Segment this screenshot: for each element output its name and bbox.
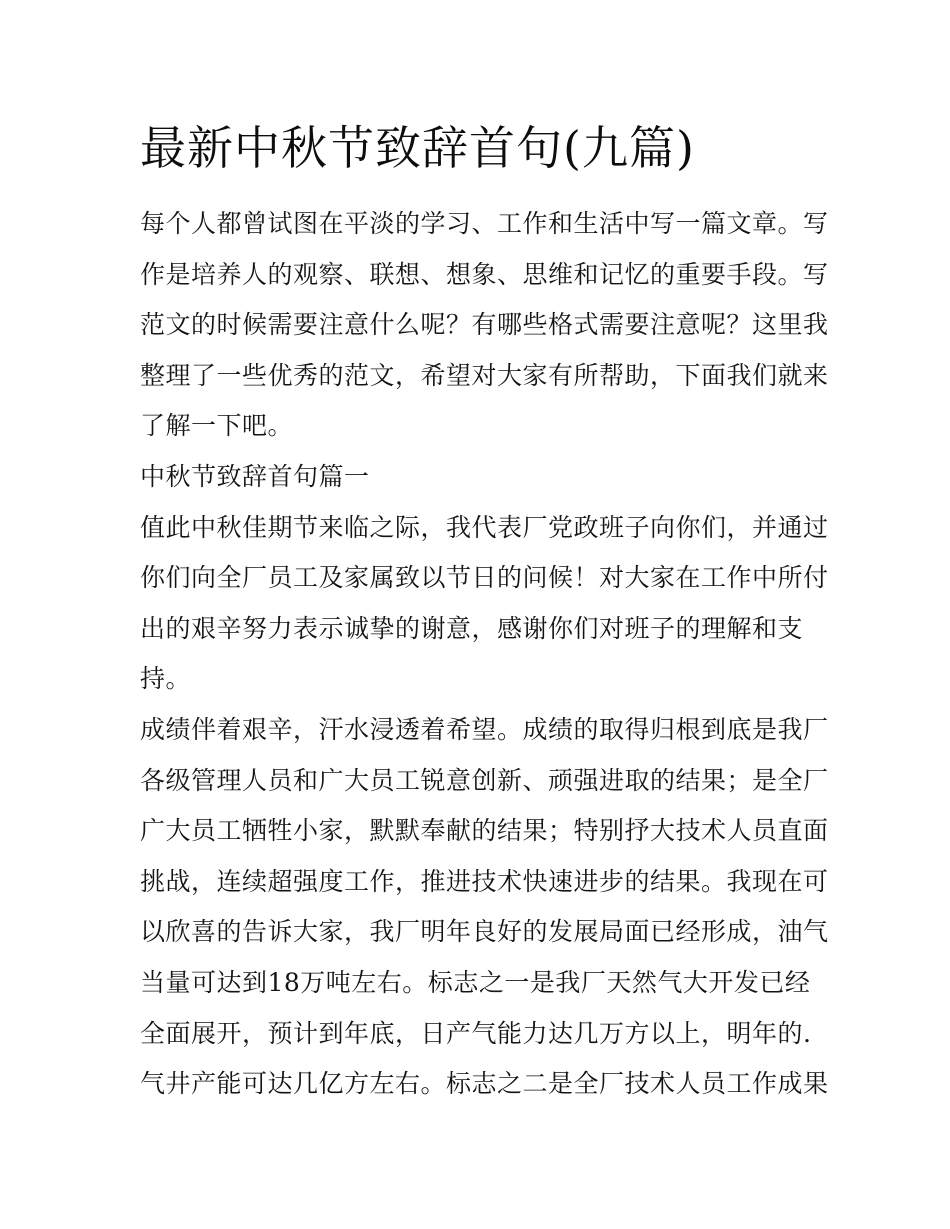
- paragraph-line: 气井产能可达几亿方左右。标志之二是全厂技术人员工作成果: [140, 1069, 829, 1099]
- paragraph-line: 当量可达到18万吨左右。标志之一是我厂天然气大开发已经: [140, 967, 811, 997]
- paragraph-line: 你们向全厂员工及家属致以节日的问候！对大家在工作中所付: [140, 563, 829, 593]
- paragraph-line: 持。: [140, 664, 192, 694]
- paragraph-line: 范文的时候需要注意什么呢？有哪些格式需要注意呢？这里我: [140, 310, 829, 340]
- document-body: [140, 199, 830, 1110]
- paragraph-line: 作是培养人的观察、联想、想象、思维和记忆的重要手段。写: [140, 259, 829, 289]
- paragraph-line: 了解一下吧。: [140, 411, 294, 441]
- paragraph-line: 各级管理人员和广大员工锐意创新、顽强进取的结果；是全厂: [140, 765, 829, 795]
- paragraph-line: 整理了一些优秀的范文，希望对大家有所帮助，下面我们就来: [140, 360, 829, 390]
- paragraph-line: 出的艰辛努力表示诚挚的谢意，感谢你们对班子的理解和支: [140, 613, 804, 643]
- paragraph-line: 值此中秋佳期节来临之际，我代表厂党政班子向你们，并通过: [140, 512, 829, 542]
- document-title: 最新中秋节致辞首句(九篇): [140, 121, 695, 175]
- paragraph-line: 成绩伴着艰辛，汗水浸透着希望。成绩的取得归根到底是我厂: [140, 714, 829, 744]
- paragraph-line: 挑战，连续超强度工作，推进技术快速进步的结果。我现在可: [140, 866, 829, 896]
- paragraph-line: 以欣喜的告诉大家，我厂明年良好的发展局面已经形成，油气: [140, 917, 829, 947]
- paragraph-line: 全面展开，预计到年底，日产气能力达几万方以上，明年的.: [140, 1018, 812, 1048]
- paragraph-line: 每个人都曾试图在平淡的学习、工作和生活中写一篇文章。写: [140, 209, 829, 238]
- section-heading: 中秋节致辞首句篇一: [140, 461, 370, 491]
- paragraph-line: 广大员工牺牲小家，默默奉献的结果；特别抒大技术人员直面: [140, 816, 829, 846]
